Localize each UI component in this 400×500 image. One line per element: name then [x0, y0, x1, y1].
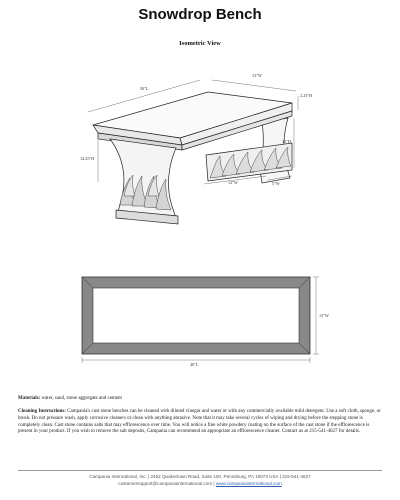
- plan-inner-panel: [93, 288, 299, 343]
- cleaning-text: Campania's cast stone benches can be cleaned with diluted vinegar and water or with any commercially available mild detergent. Use a soft cloth, sponge, or brush. Do not pressure wash, apply corrosive cleaners or clean with anything abrasive. Note that it may take several cycles of wiping and drying before the stepping stone is completely clean. Cast stone contains salts that may efflorescence over time. You will notice a fine white powdery coating on the surface of the cast stone if the efflorescence is present in your product. If you wish to remove the salt deposits, Campania can recommend an appropriate an efflorescence cleaner. Contact us at 215-541-4627 for details.: [18, 409, 381, 435]
- dim-base-width: 12"W: [228, 180, 238, 185]
- dim-width: 13"W: [252, 73, 262, 78]
- materials-section: [18, 396, 388, 403]
- view-title: Isometric View: [179, 40, 221, 47]
- footer-website-link[interactable]: www.campaniainternational.com: [215, 480, 282, 486]
- footer-divider: [18, 470, 382, 471]
- materials-text: water, sand, stone aggregate and cement: [41, 396, 122, 401]
- materials-label: Materials:: [18, 396, 41, 401]
- cleaning-label: Cleaning Instructions:: [18, 409, 66, 414]
- page-title: Snowdrop Bench: [138, 6, 262, 23]
- footer-separator: |: [212, 480, 216, 486]
- dim-overall-height: 14.25"H: [80, 156, 95, 161]
- dim-length: 50"L: [140, 86, 149, 91]
- cleaning-section: [18, 409, 384, 436]
- plan-dim-width: 13"W: [319, 313, 329, 318]
- footer-address: Campania International, Inc. | 2452 Quakertown Road, Suite 100, Pennsburg, PA 18073 USA | 215-541-4627: [89, 474, 311, 479]
- dim-base-depth: 5"W: [272, 181, 280, 186]
- dim-leg-height: 12"H: [282, 139, 291, 144]
- footer-contact-line: [0, 481, 400, 488]
- isometric-bench-drawing: [93, 92, 292, 224]
- footer: [0, 474, 400, 487]
- footer-email: customersupport@campaniainternational.com: [118, 480, 213, 486]
- plan-dim-length: 40"L: [190, 362, 199, 367]
- plan-view-drawing: [82, 277, 310, 354]
- dim-seat-thickness: 2.25"H: [300, 93, 313, 98]
